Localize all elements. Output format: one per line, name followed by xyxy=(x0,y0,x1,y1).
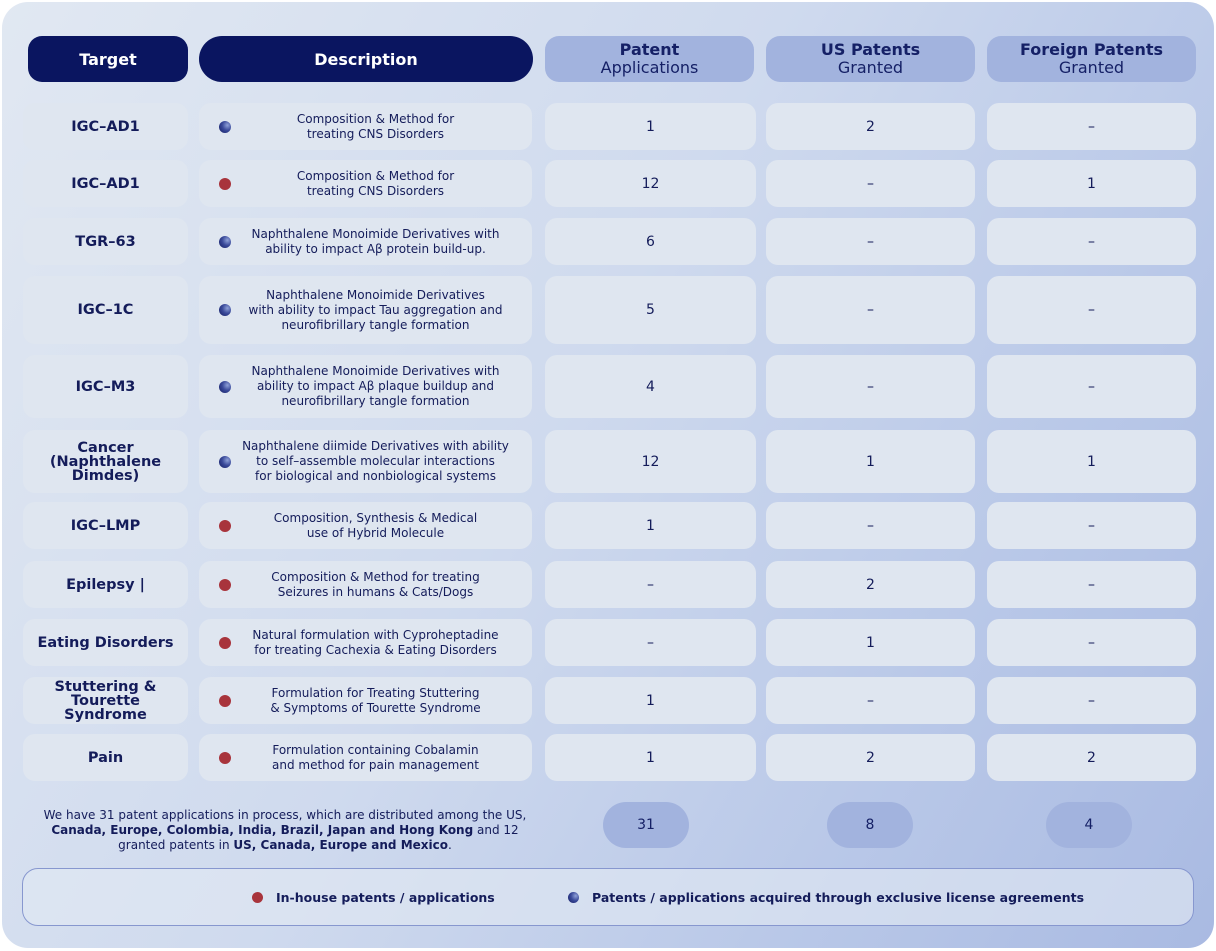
blue-dot-icon xyxy=(568,892,579,903)
description-text xyxy=(272,743,479,773)
target-cell xyxy=(23,430,188,493)
patent-applications-value: 1 xyxy=(646,517,655,534)
us-patents-cell xyxy=(766,561,975,608)
description-line: Natural formulation with Cyproheptadine xyxy=(252,627,499,642)
target-cell xyxy=(23,734,188,781)
patent-applications-cell xyxy=(545,355,756,418)
description-line: with ability to impact Tau aggregation and xyxy=(248,302,503,317)
foreign-patents-value: – xyxy=(1088,517,1095,534)
description-line: and method for pain management xyxy=(272,757,479,772)
target-cell xyxy=(23,502,188,549)
patent-applications-cell xyxy=(545,619,756,666)
description-line: Composition & Method for xyxy=(296,111,455,126)
foreign-patents-cell xyxy=(987,160,1196,207)
target-label: Epilepsy | xyxy=(66,576,145,593)
footnote-countries: Canada, Europe, Colombia, India, Brazil, Japan and Hong Kong xyxy=(51,823,474,837)
foreign-patents-cell xyxy=(987,276,1196,344)
target-cell xyxy=(23,218,188,265)
us-patents-cell xyxy=(766,619,975,666)
us-patents-value: 1 xyxy=(866,634,875,651)
us-patents-cell xyxy=(766,160,975,207)
target-cell xyxy=(23,276,188,344)
patent-applications-cell xyxy=(545,677,756,724)
description-text xyxy=(252,227,500,257)
foreign-patents-value: – xyxy=(1088,118,1095,135)
us-patents-cell xyxy=(766,103,975,150)
description-line: Naphthalene Monoimide Derivatives xyxy=(266,287,485,302)
foreign-patents-value: 2 xyxy=(1087,749,1096,766)
footnote-text: We have 31 patent applications in process, which are distributed among the US, xyxy=(43,808,527,822)
description-line: ability to impact Aβ protein build-up. xyxy=(265,241,486,256)
legend xyxy=(22,868,1194,926)
patent-applications-value: 1 xyxy=(646,692,655,709)
target-label: TGR–63 xyxy=(75,233,136,250)
us-patents-cell xyxy=(766,218,975,265)
target-cell xyxy=(23,355,188,418)
description-text xyxy=(249,288,503,333)
foreign-patents-cell xyxy=(987,619,1196,666)
patent-applications-value: 12 xyxy=(641,175,660,192)
description-cell xyxy=(199,561,532,608)
patent-applications-cell xyxy=(545,160,756,207)
description-line: Naphthalene Monoimide Derivatives with xyxy=(251,364,500,378)
foreign-patents-cell xyxy=(987,561,1196,608)
foreign-patents-cell xyxy=(987,103,1196,150)
description-line: treating CNS Disorders xyxy=(306,126,445,141)
foreign-patents-cell xyxy=(987,502,1196,549)
description-cell xyxy=(199,677,532,724)
foreign-patents-value: – xyxy=(1088,233,1095,250)
description-text xyxy=(271,570,479,600)
legend-license-label: Patents / applications acquired through exclusive license agreements xyxy=(592,890,1085,905)
description-line: for biological and nonbiological systems xyxy=(255,469,496,483)
target-label: IGC–AD1 xyxy=(71,118,140,135)
target-cell xyxy=(23,619,188,666)
red-dot-icon xyxy=(219,637,231,649)
description-text xyxy=(274,511,477,541)
description-text xyxy=(242,439,509,484)
legend-license xyxy=(568,890,1084,905)
patent-applications-cell xyxy=(545,103,756,150)
description-cell xyxy=(199,430,532,493)
patent-applications-cell xyxy=(545,561,756,608)
red-dot-icon xyxy=(219,579,231,591)
patent-applications-value: – xyxy=(647,576,654,593)
header-foreign-patents xyxy=(987,36,1196,82)
description-text xyxy=(297,112,454,142)
red-dot-icon xyxy=(219,695,231,707)
us-patents-value: – xyxy=(867,517,874,534)
description-line: ability to impact Aβ plaque buildup and xyxy=(256,379,495,393)
description-line: for treating Cachexia & Eating Disorders xyxy=(254,642,497,657)
patent-applications-value: 6 xyxy=(646,233,655,250)
us-patents-value: 2 xyxy=(866,118,875,135)
description-line: Composition & Method for treating xyxy=(271,569,480,584)
target-cell xyxy=(23,677,188,724)
red-dot-icon xyxy=(252,892,263,903)
target-label: Cancer (Naphthalene Dimdes) xyxy=(49,439,162,484)
foreign-patents-cell xyxy=(987,734,1196,781)
header-us-patents xyxy=(766,36,975,82)
footnote-text: and 12 granted patents in xyxy=(118,823,519,852)
description-line: Composition, Synthesis & Medical xyxy=(273,510,478,525)
description-line: Composition & Method for xyxy=(296,168,455,183)
description-text xyxy=(252,628,498,658)
patent-applications-value: – xyxy=(647,634,654,651)
header-patent-applications xyxy=(545,36,754,82)
header-line-2: Granted xyxy=(837,58,904,77)
foreign-patents-value: 1 xyxy=(1087,453,1096,470)
red-dot-icon xyxy=(219,752,231,764)
total-applications: 31 xyxy=(603,802,689,848)
target-label: IGC–M3 xyxy=(75,378,136,395)
patent-applications-value: 1 xyxy=(646,118,655,135)
header-target: Target xyxy=(28,36,188,82)
target-label: Eating Disorders xyxy=(37,634,174,651)
description-cell xyxy=(199,734,532,781)
us-patents-value: – xyxy=(867,302,874,318)
description-line: use of Hybrid Molecule xyxy=(306,525,445,540)
us-patents-value: – xyxy=(867,233,874,250)
description-cell xyxy=(199,160,532,207)
us-patents-cell xyxy=(766,734,975,781)
description-line: Formulation containing Cobalamin xyxy=(272,742,479,757)
total-us-patents: 8 xyxy=(827,802,913,848)
us-patents-value: 2 xyxy=(866,576,875,593)
red-dot-icon xyxy=(219,520,231,532)
legend-inhouse-label: In-house patents / applications xyxy=(276,890,495,905)
description-line: to self–assemble molecular interactions xyxy=(256,454,495,468)
description-cell xyxy=(199,218,532,265)
foreign-patents-value: – xyxy=(1088,378,1095,395)
description-cell xyxy=(199,619,532,666)
description-text xyxy=(297,169,454,199)
foreign-patents-value: – xyxy=(1088,634,1095,651)
red-dot-icon xyxy=(219,178,231,190)
header-line-1: Foreign Patents xyxy=(1019,40,1164,59)
description-line: Naphthalene diimide Derivatives with ability xyxy=(242,439,509,453)
blue-dot-icon xyxy=(219,381,231,393)
header-line-2: Applications xyxy=(600,58,699,77)
legend-inhouse xyxy=(252,890,495,905)
patent-applications-value: 12 xyxy=(641,453,660,470)
us-patents-value: – xyxy=(867,175,874,192)
patent-applications-value: 4 xyxy=(646,378,655,395)
header-line-1: US Patents xyxy=(820,40,921,59)
blue-dot-icon xyxy=(219,121,231,133)
foreign-patents-value: 1 xyxy=(1087,175,1096,192)
patent-applications-cell xyxy=(545,218,756,265)
us-patents-cell xyxy=(766,677,975,724)
patent-applications-cell xyxy=(545,734,756,781)
us-patents-value: – xyxy=(867,692,874,709)
us-patents-value: – xyxy=(867,378,874,395)
us-patents-cell xyxy=(766,502,975,549)
total-foreign-patents: 4 xyxy=(1046,802,1132,848)
patent-applications-cell xyxy=(545,430,756,493)
foreign-patents-cell xyxy=(987,355,1196,418)
description-line: Seizures in humans & Cats/Dogs xyxy=(277,584,474,599)
target-cell xyxy=(23,160,188,207)
foreign-patents-value: – xyxy=(1088,302,1095,318)
description-text xyxy=(270,686,480,716)
header-description: Description xyxy=(199,36,533,82)
header-line-2: Granted xyxy=(1058,58,1125,77)
target-label: Stuttering & Tourette Syndrome xyxy=(54,678,157,723)
description-line: neurofibrillary tangle formation xyxy=(281,394,470,408)
description-line: neurofibrillary tangle formation xyxy=(281,317,470,332)
blue-dot-icon xyxy=(219,456,231,468)
description-line: & Symptoms of Tourette Syndrome xyxy=(270,700,481,715)
footnote xyxy=(40,808,530,853)
patent-applications-cell xyxy=(545,502,756,549)
target-cell xyxy=(23,103,188,150)
target-label: Pain xyxy=(87,749,124,766)
target-cell xyxy=(23,561,188,608)
target-label: IGC–AD1 xyxy=(71,175,140,192)
us-patents-value: 1 xyxy=(866,453,875,470)
foreign-patents-value: – xyxy=(1088,576,1095,593)
description-cell xyxy=(199,103,532,150)
us-patents-value: 2 xyxy=(866,749,875,766)
description-cell xyxy=(199,502,532,549)
patent-applications-value: 5 xyxy=(646,302,655,318)
us-patents-cell xyxy=(766,430,975,493)
footnote-text: . xyxy=(448,838,452,852)
description-line: Formulation for Treating Stuttering xyxy=(271,685,480,700)
foreign-patents-cell xyxy=(987,218,1196,265)
description-cell xyxy=(199,276,532,344)
patent-applications-cell xyxy=(545,276,756,344)
description-cell xyxy=(199,355,532,418)
foreign-patents-cell xyxy=(987,677,1196,724)
us-patents-cell xyxy=(766,355,975,418)
header-line-1: Patent xyxy=(619,40,680,59)
blue-dot-icon xyxy=(219,236,231,248)
target-label: IGC–LMP xyxy=(70,517,141,534)
patent-applications-value: 1 xyxy=(646,749,655,766)
blue-dot-icon xyxy=(219,304,231,316)
footnote-granted-countries: US, Canada, Europe and Mexico xyxy=(233,838,448,852)
description-line: treating CNS Disorders xyxy=(306,183,445,198)
description-text xyxy=(252,364,500,409)
description-line: Naphthalene Monoimide Derivatives with xyxy=(251,226,500,241)
target-label: IGC–1C xyxy=(77,302,134,318)
us-patents-cell xyxy=(766,276,975,344)
foreign-patents-cell xyxy=(987,430,1196,493)
foreign-patents-value: – xyxy=(1088,692,1095,709)
